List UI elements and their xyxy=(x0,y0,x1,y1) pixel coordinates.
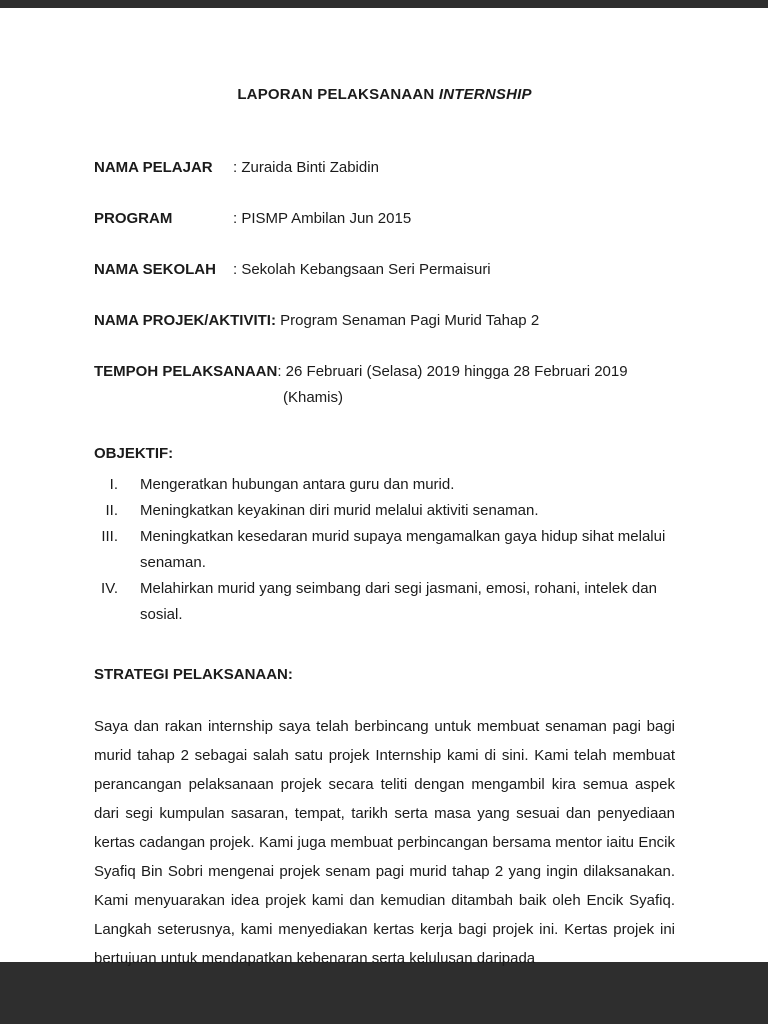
field-nama-pelajar xyxy=(94,159,675,177)
list-item-text: Melahirkan murid yang seimbang dari segi jasmani, emosi, rohani, intelek dan sosial. xyxy=(140,580,657,623)
field-label: NAMA PELAJAR xyxy=(94,159,213,176)
list-item-text: Mengeratkan hubungan antara guru dan murid. xyxy=(140,476,455,493)
field-value: : Sekolah Kebangsaan Seri Permaisuri xyxy=(233,261,491,278)
field-tempoh xyxy=(94,363,675,407)
list-item-number: I. xyxy=(109,476,118,493)
field-nama-projek xyxy=(94,312,675,330)
page-title xyxy=(94,86,675,103)
list-item xyxy=(94,524,675,576)
list-item-text: Meningkatkan kesedaran murid supaya mengamalkan gaya hidup sihat melalui senaman. xyxy=(140,528,666,571)
page-title-italic: INTERNSHIP xyxy=(438,86,532,103)
field-label: TEMPOH PELAKSANAAN xyxy=(94,363,278,380)
list-item-number: IV. xyxy=(101,580,118,597)
field-value: : 26 Februari (Selasa) 2019 hingga 28 Februari 2019 xyxy=(277,363,628,380)
objektif-heading: OBJEKTIF: xyxy=(94,445,174,462)
strategi-heading: STRATEGI PELAKSANAAN: xyxy=(94,666,293,683)
list-item xyxy=(94,472,675,498)
field-program xyxy=(94,210,675,228)
field-value: : PISMP Ambilan Jun 2015 xyxy=(233,210,412,227)
list-item xyxy=(94,576,675,628)
strategi-paragraph: Saya dan rakan internship saya telah berbincang untuk membuat senaman pagi bagi murid tahap 2 sebagai salah satu projek Internship kami di sini. Kami telah membuat perancangan pelaksanaan projek secara teliti dengan mengambil kira semua aspek dari segi kumpulan sasaran, tempat, tarikh serta masa yang sesuai dan penyediaan kertas cadangan projek. Kami juga membuat perbincangan bersama mentor iaitu Encik Syafiq Bin Sobri mengenai projek senam pagi murid tahap 2 yang ingin dilaksanakan. Kami menyuarakan idea projek kami dan kemudian ditambah baik oleh Encik Syafiq. Langkah seterusnya, kami menyediakan kertas kerja bagi projek ini. Kertas projek ini bertujuan untuk mendapatkan kebenaran serta kelulusan daripada xyxy=(94,718,675,967)
objektif-list xyxy=(94,472,675,628)
field-value: Program Senaman Pagi Murid Tahap 2 xyxy=(275,312,540,329)
list-item xyxy=(94,498,675,524)
page-title-main: LAPORAN PELAKSANAAN xyxy=(237,86,439,103)
list-item-number: II. xyxy=(105,502,118,519)
field-nama-sekolah xyxy=(94,261,675,279)
field-label: NAMA SEKOLAH xyxy=(94,261,216,278)
field-label: NAMA PROJEK/AKTIVITI: xyxy=(94,312,276,329)
list-item-text: Meningkatkan keyakinan diri murid melalui aktiviti senaman. xyxy=(140,502,539,519)
spacer xyxy=(94,407,675,445)
field-value-line2: (Khamis) xyxy=(283,389,344,406)
list-item-number: III. xyxy=(101,528,118,545)
field-label: PROGRAM xyxy=(94,210,173,227)
document-page xyxy=(0,8,768,967)
field-value: : Zuraida Binti Zabidin xyxy=(233,159,379,176)
